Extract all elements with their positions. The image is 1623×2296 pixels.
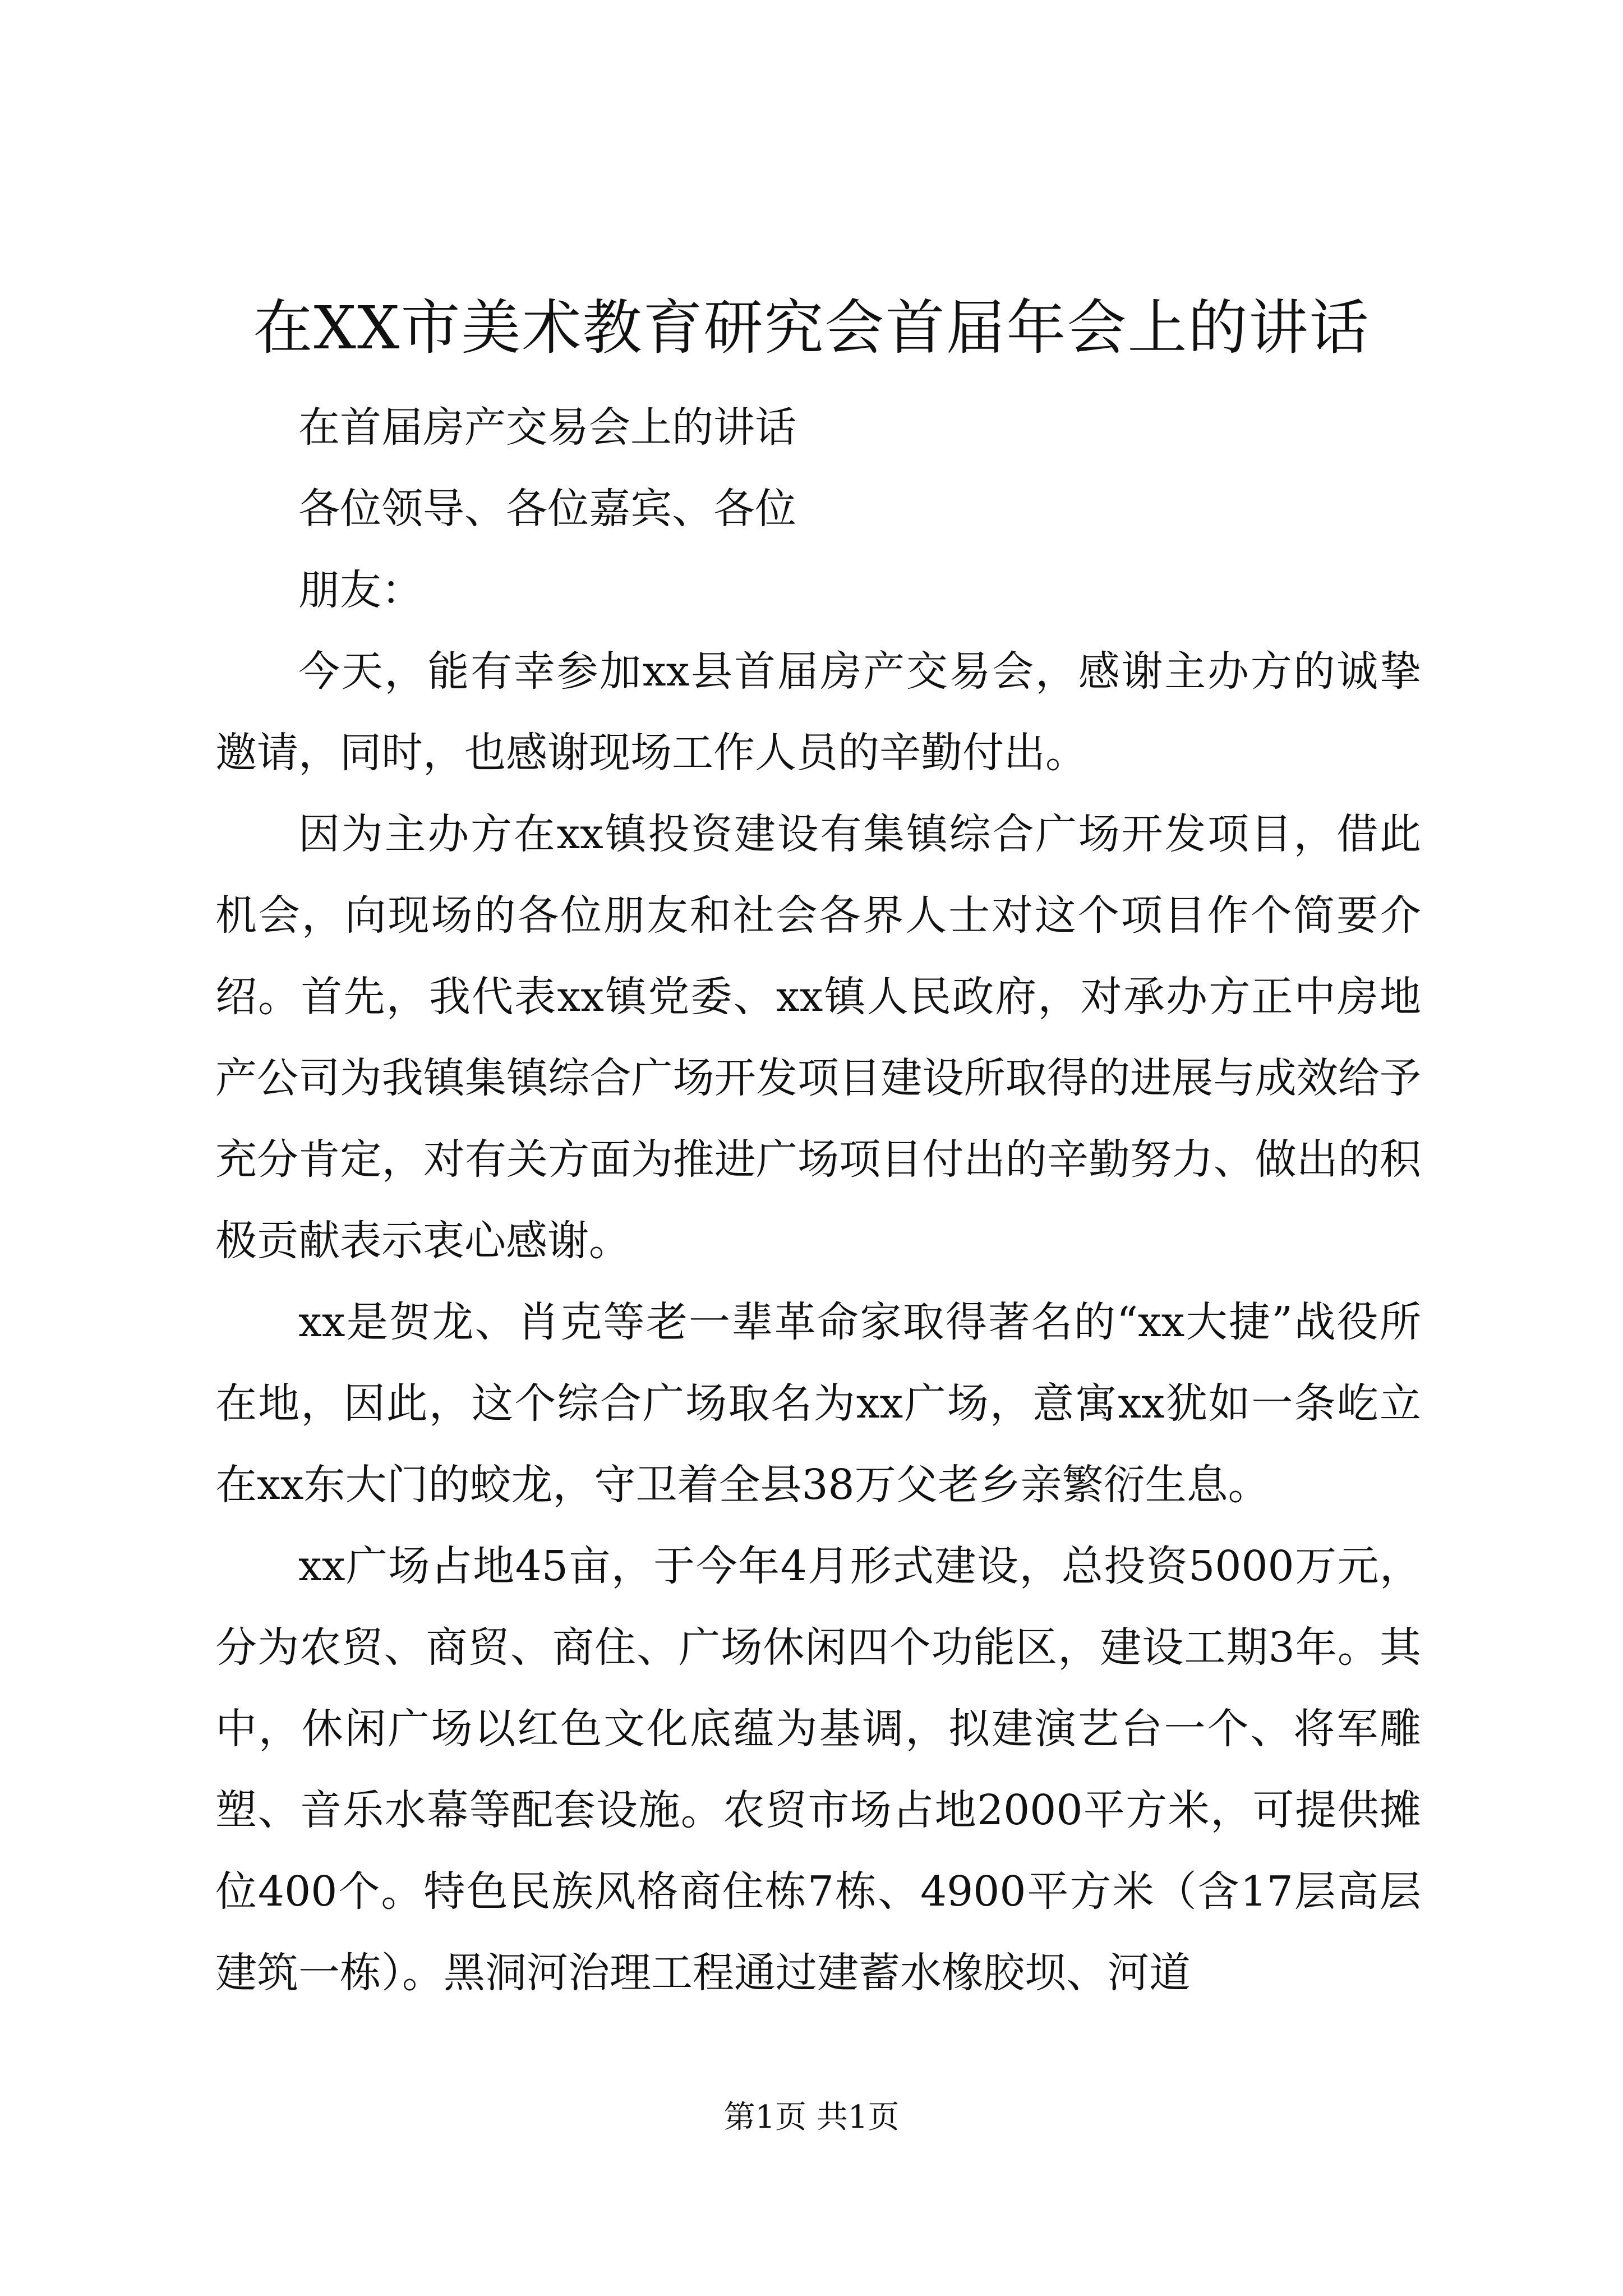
document-body <box>215 387 1421 2014</box>
paragraph-salutation: 各位领导、各位嘉宾、各位 <box>298 485 796 533</box>
paragraph-subtitle: 在首届房产交易会上的讲话 <box>298 403 796 452</box>
paragraph-opening: 今天，能有幸参加xx县首届房产交易会，感谢主办方的诚挚邀请，同时，也感谢现场工作人员的辛勤付出。 <box>215 647 1421 777</box>
page-footer: 第1页 共1页 <box>723 2099 900 2136</box>
paragraph-salutation-cont: 朋友： <box>298 566 423 614</box>
paragraph-history: xx是贺龙、肖克等老一辈革命家取得著名的“xx大捷”战役所在地，因此，这个综合广场取名为xx广场，意寓xx犹如一条屹立在xx东大门的蛟龙，守卫着全县38万父老乡亲繁衍生息。 <box>215 1298 1421 1509</box>
paragraph-plaza-details: xx广场占地45亩，于今年4月形式建设，总投资5000万元，分为农贸、商贸、商住、广场休闲四个功能区，建设工期3年。其中，休闲广场以红色文化底蕴为基调，拟建演艺台一个、将军雕塑、音乐水幕等配套设施。农贸市场占地2000平方米，可提供摊位400个。特色民族风格商住栋7栋、4900平方米（含17层高层建筑一栋）。黑洞河治理工程通过建蓄水橡胶坝、河道 <box>215 1542 1421 1997</box>
paragraph-project-intro: 因为主办方在xx镇投资建设有集镇综合广场开发项目，借此机会，向现场的各位朋友和社会各界人士对这个项目作个简要介绍。首先，我代表xx镇党委、xx镇人民政府，对承办方正中房地产公司为我镇集镇综合广场开发项目建设所取得的进展与成效给予充分肯定，对有关方面为推进广场项目付出的辛勤努力、做出的积极贡献表示衷心感谢。 <box>215 810 1421 1265</box>
document-title: 在XX市美术教育研究会首届年会上的讲话 <box>253 293 1370 362</box>
